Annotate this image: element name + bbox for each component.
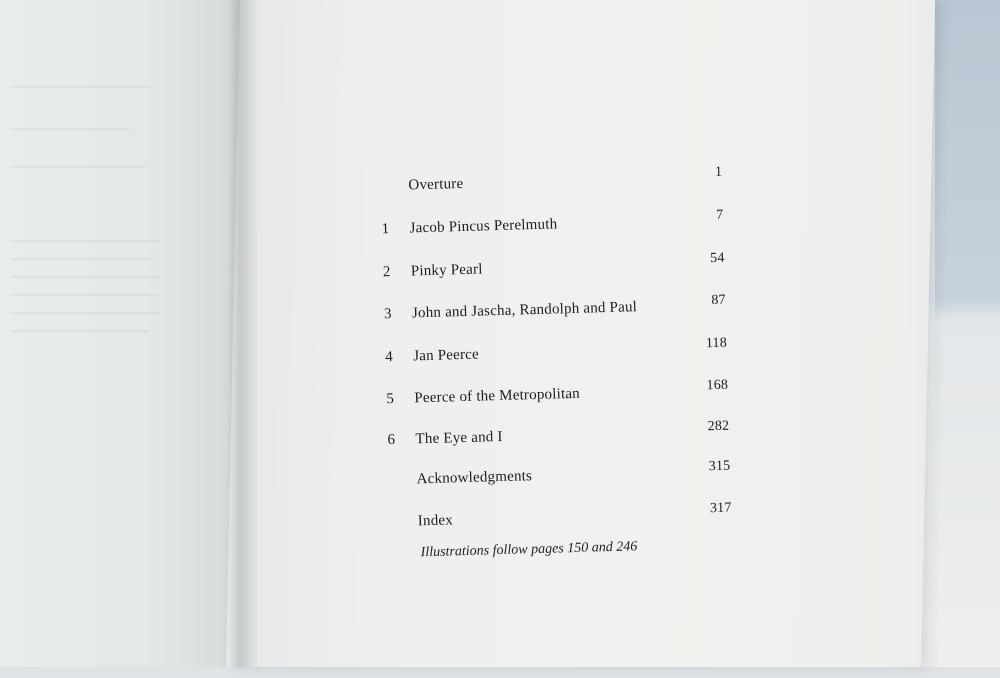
toc-entry-chapter-5 (386, 377, 747, 417)
toc-page-number: 118 (705, 335, 728, 352)
toc-page-number: 282 (707, 418, 730, 435)
toc-chapter-number: 4 (385, 348, 394, 366)
toc-chapter-number: 5 (386, 390, 395, 408)
toc-entry-chapter-6 (387, 418, 748, 458)
toc-page-number: 317 (709, 500, 732, 517)
toc-page-number: 87 (711, 292, 726, 309)
toc-chapter-title: Pinky Pearl (410, 261, 483, 280)
toc-entry-overture (380, 164, 741, 204)
toc-page-number: 168 (706, 377, 729, 394)
toc-chapter-number: 2 (382, 264, 391, 281)
toc-entry-chapter-4 (385, 335, 746, 375)
toc-chapter-title: Jacob Pincus Perelmuth (409, 216, 558, 237)
toc-page-number: 7 (715, 207, 724, 223)
toc-chapter-number (388, 472, 410, 473)
toc-chapter-title: Acknowledgments (416, 468, 533, 488)
toc-chapter-title: Overture (408, 175, 464, 194)
toc-entry-chapter-2 (382, 250, 744, 290)
toc-entry-index (390, 500, 751, 540)
toc-entry-acknowledgments (388, 458, 749, 498)
toc-entry-chapter-1 (381, 207, 742, 247)
toc-chapter-number (380, 178, 402, 179)
toc-page-number: 1 (714, 164, 723, 180)
toc-chapter-number (390, 514, 412, 515)
toc-chapter-number: 1 (381, 221, 390, 238)
illustrations-note: Illustrations follow pages 150 and 246 (420, 539, 638, 561)
toc-entry-chapter-3 (383, 292, 745, 332)
toc-chapter-title: John and Jascha, Randolph and Paul (411, 299, 638, 322)
toc-chapter-title: The Eye and I (415, 428, 503, 448)
toc-page-number: 315 (708, 458, 731, 475)
toc-page-number: 54 (709, 250, 725, 267)
toc-chapter-number: 3 (383, 306, 392, 323)
toc-chapter-title: Index (417, 512, 454, 530)
toc-chapter-title: Jan Peerce (412, 346, 480, 365)
toc-chapter-number: 6 (387, 431, 396, 449)
toc-chapter-title: Peerce of the Metropolitan (414, 385, 581, 407)
